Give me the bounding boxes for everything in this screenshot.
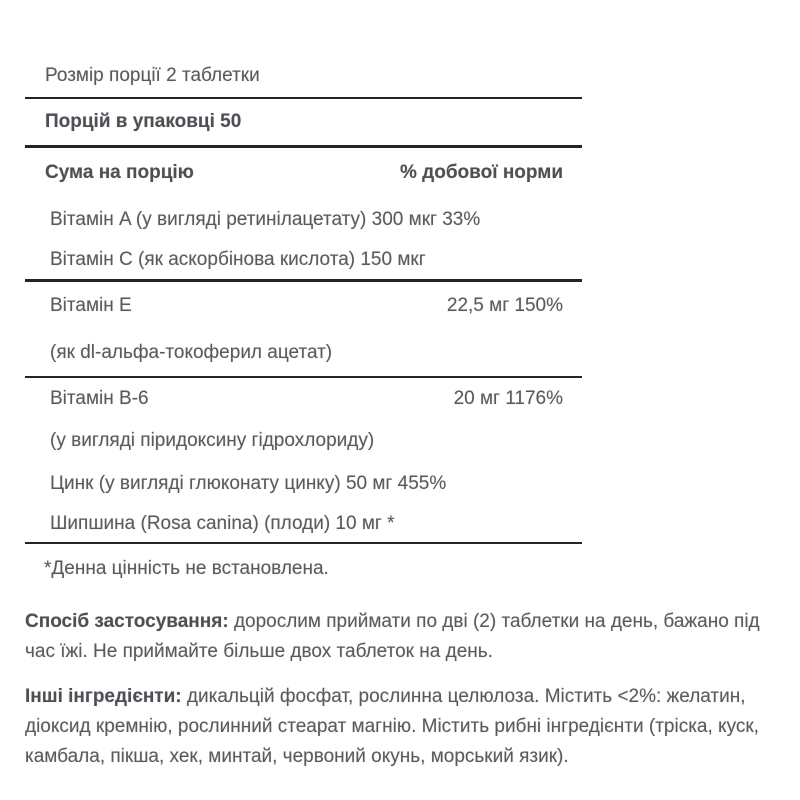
- nutrient-row-vitamin-a: Вітамін A (у вигляді ретинілацетату) 300 мкг 33%: [50, 208, 481, 230]
- other-ingredients-text: дикальцій фосфат, рослинна целюлоза. Містить <2%: желатин, діоксид кремнію, рослинний стеарат магнію. Містить рибні інгредієнти (тріска, куск, камбала, пікша, хек, минтай, червоний окунь, морський язик).: [25, 686, 759, 767]
- nutrient-row-vitamin-e-form: (як dl-альфа-токоферил ацетат): [50, 342, 333, 363]
- divider-rule: [25, 542, 582, 544]
- nutrient-value: 20 мг 1176%: [453, 388, 563, 409]
- daily-value-header: % добової норми: [399, 162, 563, 183]
- nutrient-row-vitamin-b6-form: (у вигляді піридоксину гідрохлориду): [50, 430, 375, 451]
- supplement-facts-table: [25, 55, 582, 580]
- directions-paragraph: [25, 607, 790, 667]
- nutrient-row-vitamin-c: Вітамін C (як аскорбінова кислота) 150 мкг: [50, 249, 426, 270]
- serving-size-row: Розмір порції 2 таблетки: [45, 65, 260, 86]
- nutrient-row-vitamin-b6: [25, 378, 582, 420]
- nutrient-row-vitamin-e: [25, 282, 582, 330]
- nutrient-value: 22,5 мг 150%: [446, 295, 563, 316]
- nutrient-row-rose-hips: Шипшина (Rosa canina) (плоди) 10 мг *: [50, 513, 395, 534]
- directions-label: Спосіб застосування:: [25, 611, 229, 632]
- column-header-row: [25, 148, 582, 198]
- directions-text: дорослим приймати по дві (2) таблетки на день, бажано під час їжі. Не приймайте більше двох таблеток на день.: [25, 611, 760, 662]
- nutrient-row-zinc: Цинк (у вигляді глюконату цинку) 50 мг 455%: [50, 473, 447, 494]
- amount-per-serving-header: Сума на порцію: [45, 162, 194, 183]
- nutrient-name: Вітамін E: [50, 295, 132, 316]
- daily-value-footnote: *Денна цінність не встановлена.: [44, 558, 329, 579]
- servings-per-container-row: Порцій в упаковці 50: [45, 111, 242, 132]
- nutrient-name: Вітамін B-6: [50, 388, 149, 409]
- other-ingredients-paragraph: [25, 682, 790, 772]
- other-ingredients-label: Інші інгредієнти:: [25, 686, 182, 707]
